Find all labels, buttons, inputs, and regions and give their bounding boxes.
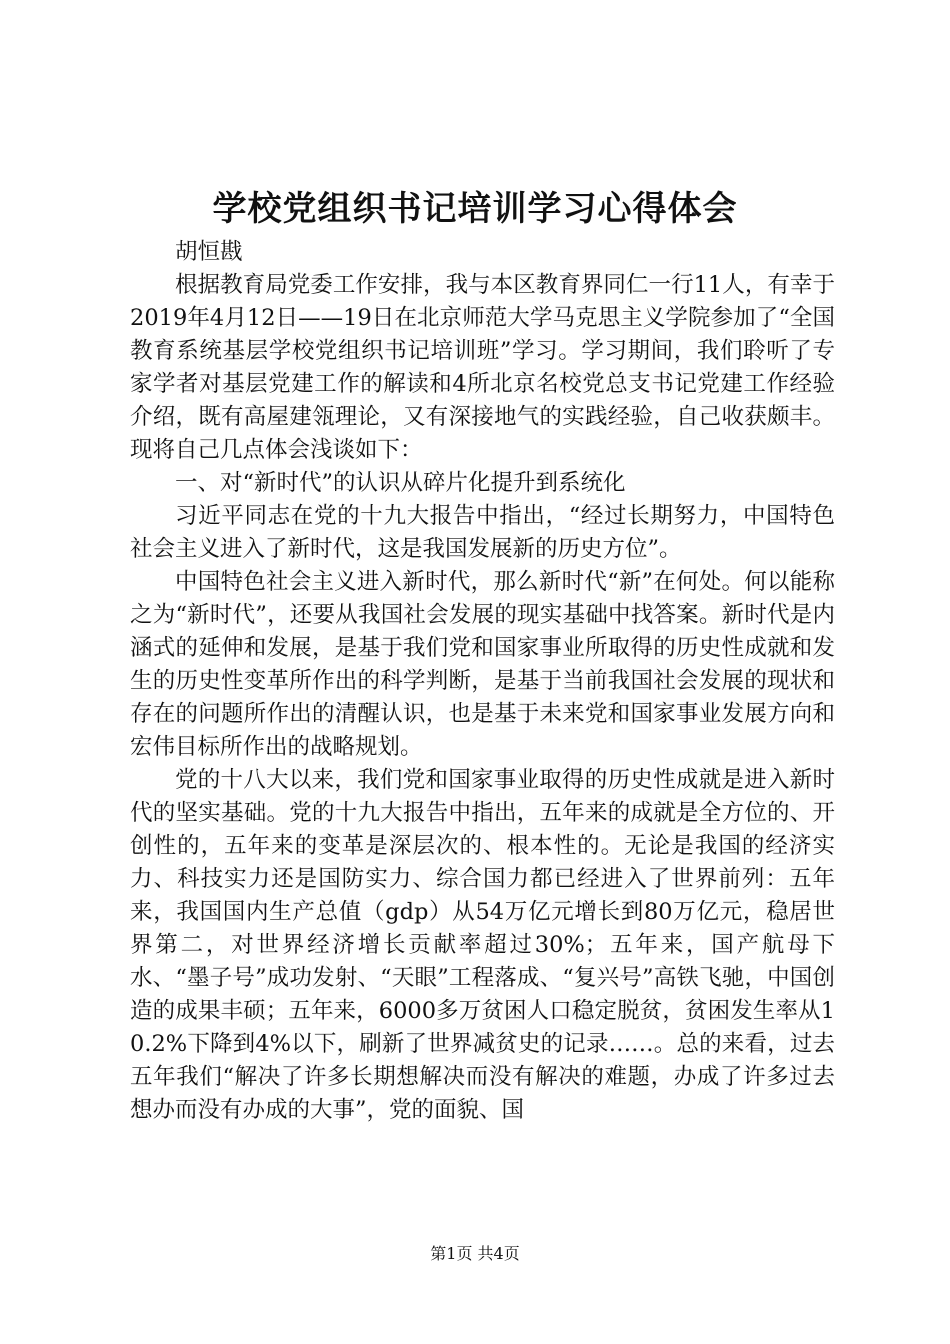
paragraph-new-era: 中国特色社会主义进入新时代，那么新时代“新”在何处。何以能称之为“新时代”，还要从我国社会发展的现实基础中找答案。新时代是内涵式的延伸和发展，是基于我们党和国家事业所取得的历史性成就和发生的历史性变革所作出的科学判断，是基于当前我国社会发展的现状和存在的问题所作出的清醒认识，也是基于未来党和国家事业发展方向和宏伟目标所作出的战略规划。: [130, 569, 835, 760]
paragraph-quote: 习近平同志在党的十九大报告中指出，“经过长期努力，中国特色社会主义进入了新时代，这是我国发展新的历史方位”。: [130, 503, 835, 562]
paragraph-intro: 根据教育局党委工作安排，我与本区教育界同仁一行11人，有幸于2019年4月12日——19日在北京师范大学马克思主义学院参加了“全国教育系统基层学校党组织书记培训班”学习。学习期间，我们聆听了专家学者对基层党建工作的解读和4所北京名校党总支书记党建工作经验介绍，既有高屋建瓴理论，又有深接地气的实践经验，自己收获颇丰。现将自己几点体会浅谈如下：: [130, 272, 835, 463]
document-body: [130, 236, 835, 1127]
section-heading: 一、对“新时代”的认识从碎片化提升到系统化: [175, 470, 626, 496]
author-line: 胡恒戡: [175, 239, 243, 265]
document-title: 学校党组织书记培训学习心得体会: [212, 189, 738, 229]
page-footer: 第1页 共4页: [430, 1244, 520, 1263]
paragraph-achievements: 党的十八大以来，我们党和国家事业取得的历史性成就是进入新时代的坚实基础。党的十九大报告中指出，五年来的成就是全方位的、开创性的，五年来的变革是深层次的、根本性的。无论是我国的经济实力、科技实力还是国防实力、综合国力都已经进入了世界前列：五年来，我国国内生产总值（gdp）从54万亿元增长到80万亿元，稳居世界第二，对世界经济增长贡献率超过30%；五年来，国产航母下水、“墨子号”成功发射、“天眼”工程落成、“复兴号”高铁飞驰，中国创造的成果丰硕；五年来，6000多万贫困人口稳定脱贫，贫困发生率从10.2%下降到4%以下，刷新了世界减贫史的记录……。总的来看，过去五年我们“解决了许多长期想解决而没有解决的难题，办成了许多过去想办而没有办成的大事”，党的面貌、国: [130, 767, 835, 1123]
